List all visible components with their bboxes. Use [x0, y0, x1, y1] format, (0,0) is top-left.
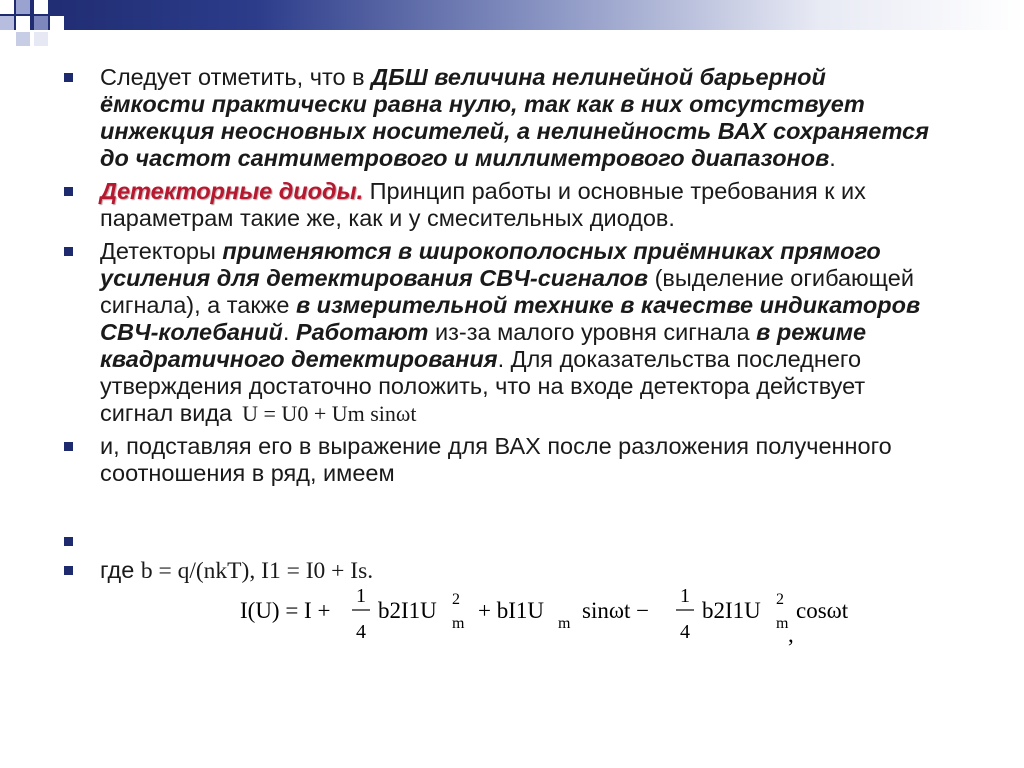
svg-text:b2I1U: b2I1U — [702, 598, 761, 623]
svg-text:2: 2 — [776, 591, 784, 608]
slide-content — [62, 64, 932, 591]
bullet-item: Детекторы применяются в широкополосных приёмниках прямого усиления для детектирования СВЧ-сигналов (выделение огибающей сигнала), а также в измерительной технике в качестве индикаторов СВЧ-колебаний. Работают из-за малого уровня сигнала в режиме квадратичного детектирования. Для доказательства последнего утверждения достаточно положить, что на входе детектора действует сигнал вида U = U0 + Um sinωt — [62, 238, 932, 427]
corner-square-decoration — [34, 0, 48, 14]
svg-text:m: m — [776, 615, 789, 632]
svg-text:2: 2 — [452, 591, 460, 608]
svg-text:cosωt: cosωt — [796, 598, 849, 623]
bullet-item — [62, 493, 932, 551]
corner-square-decoration — [16, 16, 30, 30]
corner-square-decoration — [50, 16, 64, 30]
svg-text:1: 1 — [680, 585, 690, 607]
svg-text:1: 1 — [356, 585, 366, 607]
where-formula: b = q/(nkT), I1 = I0 + Is. — [140, 558, 374, 584]
square-bullet-icon — [64, 247, 73, 256]
signal-formula: U = U0 + Um sinωt — [242, 401, 417, 426]
bullet-item: и, подставляя его в выражение для ВАХ после разложения полученного соотношения в ряд, имеем — [62, 433, 932, 487]
square-bullet-icon — [64, 187, 73, 196]
svg-text:4: 4 — [356, 621, 366, 643]
main-formula — [240, 582, 880, 652]
corner-square-decoration — [0, 0, 14, 14]
corner-square-decoration — [16, 0, 30, 14]
square-bullet-icon — [64, 566, 73, 575]
bullet-item: Следует отметить, что в ДБШ величина нелинейной барьерной ёмкости практически равна нулю, так как в них отсутствует инжекция неосновных носителей, а нелинейность ВАХ сохраняется до частот сантиметрового и миллиметрового диапазонов. — [62, 64, 932, 172]
svg-text:m: m — [452, 615, 465, 632]
svg-text:m: m — [558, 615, 571, 632]
svg-text:sinωt −: sinωt − — [582, 598, 650, 623]
corner-square-decoration — [34, 16, 48, 30]
highlight-term: Детекторные диоды — [100, 178, 357, 204]
svg-text:,: , — [788, 622, 794, 647]
svg-text:b2I1U: b2I1U — [378, 598, 437, 623]
corner-square-decoration — [34, 32, 48, 46]
corner-square-decoration — [16, 32, 30, 46]
emphasis-text: ДБШ величина нелинейной барьерной ёмкости практически равна нулю, так как в них отсутствует инжекция неосновных носителей, а нелинейность ВАХ сохраняется до частот сантиметрового и миллиметрового диапазонов — [100, 64, 929, 171]
title-band — [0, 0, 1024, 30]
square-bullet-icon — [64, 73, 73, 82]
corner-square-decoration — [0, 16, 14, 30]
svg-text:+ bI1U: + bI1U — [478, 598, 544, 623]
square-bullet-icon — [64, 442, 73, 451]
square-bullet-icon — [64, 537, 73, 546]
svg-text:I(U) = I +: I(U) = I + — [240, 598, 331, 623]
svg-text:4: 4 — [680, 621, 690, 643]
bullet-item: где b = q/(nkT), I1 = I0 + Is. — [62, 557, 932, 585]
bullet-item: Детекторные диоды. Принцип работы и основные требования к их параметрам такие же, как и у смесительных диодов. — [62, 178, 932, 232]
